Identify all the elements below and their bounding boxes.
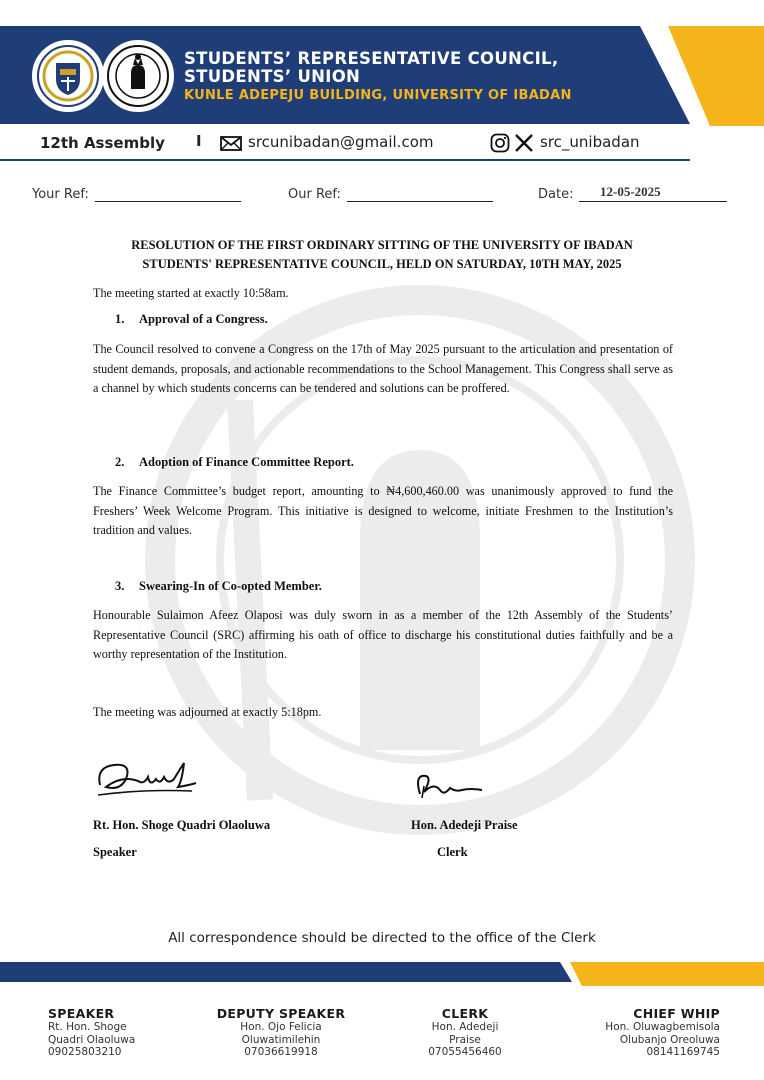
speaker-signature	[92, 755, 202, 801]
university-crest-logo	[32, 40, 104, 112]
officer-title: SPEAKER	[48, 1006, 115, 1021]
date-label: Date:	[538, 187, 574, 202]
section-2-title: Adoption of Finance Committee Report.	[139, 455, 354, 469]
date-field	[538, 186, 727, 202]
officer-line: Olubanjo Oreoluwa	[619, 1033, 720, 1046]
header-underline	[0, 159, 690, 161]
officer-phone[interactable]: 08141169745	[646, 1046, 720, 1058]
section-3-heading	[115, 579, 322, 594]
section-1-title: Approval of a Congress.	[139, 312, 268, 326]
section-1-text: The Council resolved to convene a Congress on the 17th of May 2025 pursuant to the articulation and presentation of student demands, proposals, and actionable recommendations to the School Management. This Congress shall serve as a channel by which students concerns can be tendered and solutions can be proffered.	[93, 342, 673, 395]
your-ref-blank	[95, 186, 241, 202]
speaker-role: Speaker	[93, 845, 137, 859]
speaker-name: Rt. Hon. Shoge Quadri Olaoluwa	[93, 818, 271, 832]
section-1-number: 1.	[115, 312, 125, 326]
organisation-name	[184, 50, 572, 106]
section-3-number: 3.	[115, 579, 125, 593]
clerk-name: Hon. Adedeji Praise	[411, 818, 518, 832]
officer-line: Oluwatimilehin	[241, 1033, 321, 1046]
officer-clerk	[410, 1006, 520, 1059]
section-1-heading	[115, 312, 268, 327]
section-2-number: 2.	[115, 455, 125, 469]
our-ref-blank	[347, 186, 493, 202]
officer-phone[interactable]: 07036619918	[244, 1046, 318, 1058]
officer-title: CHIEF WHIP	[633, 1006, 720, 1021]
correspondence-note: All correspondence should be directed to the office of the Clerk	[168, 930, 596, 946]
your-ref-label: Your Ref:	[32, 187, 89, 202]
students-union-logo	[102, 40, 174, 112]
title-line1: RESOLUTION OF THE FIRST ORDINARY SITTING OF THE UNIVERSITY OF IBADAN	[131, 238, 633, 252]
separator: I	[196, 132, 202, 150]
officer-deputy-speaker	[202, 1006, 360, 1059]
section-3-text: Honourable Sulaimon Afeez Olaposi was duly sworn in as a member of the 12th Assembly of the Students’ Representative Council (SRC) affirming his oath of office to discharge his constitutional duties faithfully and be a worthy representation of the Institution.	[93, 608, 673, 661]
org-name-line2: STUDENTS’ UNION	[184, 67, 361, 86]
your-ref	[32, 186, 241, 202]
org-address: KUNLE ADEPEJU BUILDING, UNIVERSITY OF IBADAN	[184, 88, 572, 103]
officer-line: Rt. Hon. Shoge	[48, 1021, 127, 1033]
officer-speaker	[48, 1006, 178, 1059]
officer-title: CLERK	[441, 1006, 489, 1021]
officer-phone[interactable]: 09025803210	[48, 1046, 122, 1058]
title-line2: STUDENTS' REPRESENTATIVE COUNCIL, HELD ON SATURDAY, 10TH MAY, 2025	[142, 257, 622, 271]
social-handle[interactable]: src_unibadan	[540, 133, 640, 151]
officer-line: Praise	[449, 1033, 481, 1046]
officer-line: Hon. Adedeji	[431, 1021, 499, 1033]
mail-icon	[220, 136, 242, 151]
officer-phone[interactable]: 07055456460	[428, 1046, 502, 1058]
clerk-signature	[410, 768, 490, 804]
email-address[interactable]: srcunibadan@gmail.com	[248, 133, 434, 151]
officer-line: Hon. Ojo Felicia	[240, 1021, 322, 1033]
instagram-icon	[490, 133, 510, 153]
officer-title: DEPUTY SPEAKER	[216, 1006, 346, 1021]
our-ref-label: Our Ref:	[288, 187, 341, 202]
document-title	[60, 236, 704, 274]
officer-line: Hon. Oluwagbemisola	[605, 1021, 720, 1033]
section-2-heading	[115, 455, 354, 470]
org-name-line1: STUDENTS’ REPRESENTATIVE COUNCIL,	[184, 49, 559, 68]
date-value: 12-05-2025	[600, 184, 661, 199]
letterhead	[0, 0, 764, 160]
officer-line: Quadri Olaoluwa	[48, 1033, 136, 1046]
officer-chief-whip	[560, 1006, 720, 1059]
section-2-text: The Finance Committee’s budget report, amounting to ₦4,600,460.00 was unanimously approved to fund the Freshers’ Week Welcome Program. This initiative is designed to welcome, initiate Freshmen to the Institution’s tradition and values.	[93, 484, 673, 537]
clerk-role: Clerk	[437, 845, 468, 859]
section-3-title: Swearing-In of Co-opted Member.	[139, 579, 322, 593]
opening-statement: The meeting started at exactly 10:58am.	[93, 286, 289, 300]
our-ref	[288, 186, 493, 202]
closing-statement: The meeting was adjourned at exactly 5:18pm.	[93, 705, 322, 719]
reference-row	[0, 186, 764, 210]
assembly-label: 12th Assembly	[40, 134, 165, 152]
officers-footer	[0, 1006, 764, 1076]
contact-bar	[0, 124, 764, 160]
x-icon	[514, 133, 534, 153]
